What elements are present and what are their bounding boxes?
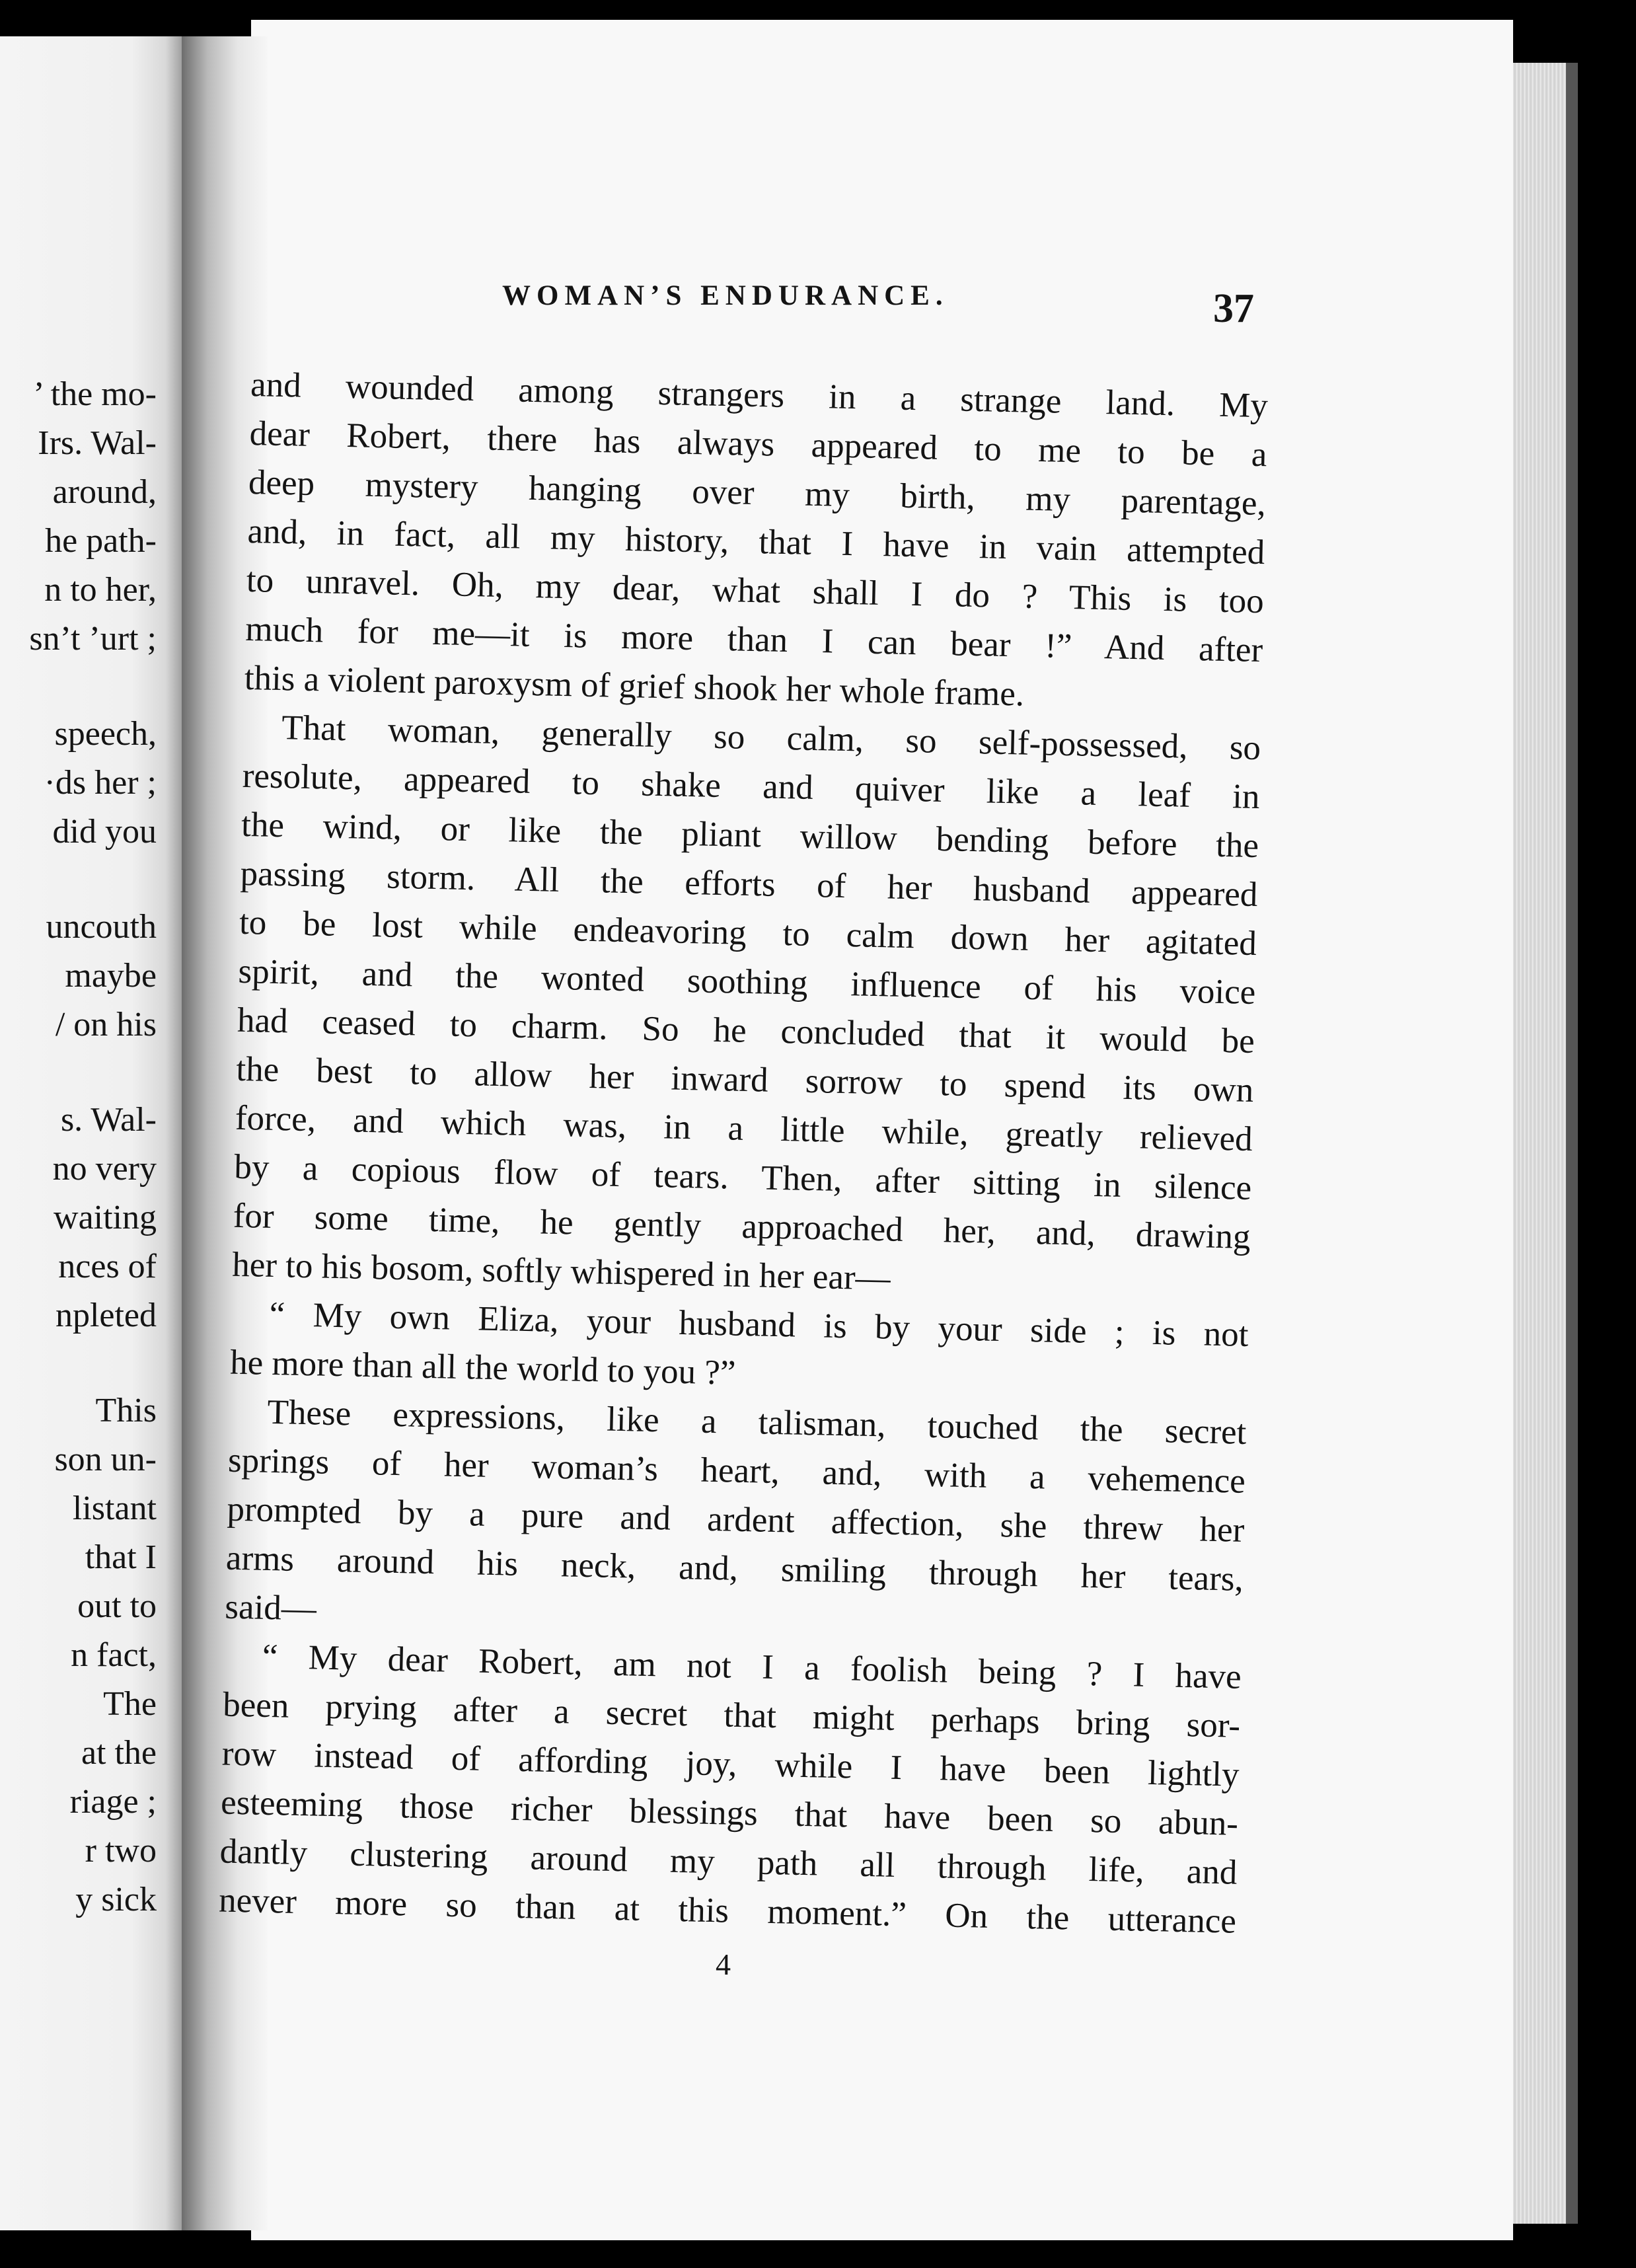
body-line: by a copious flow of tears. Then, after sitting in silence — [233, 1147, 1252, 1207]
body-line: row instead of affording joy, while I have been lightly — [221, 1734, 1240, 1794]
left-line: Irs. Wal- — [38, 424, 157, 462]
left-line: n to her, — [44, 571, 157, 609]
running-head: WOMAN’S ENDURANCE. — [502, 280, 949, 311]
left-line: waiting — [54, 1199, 157, 1236]
body-line: resolute, appeared to shake and quiver like a leaf in — [242, 756, 1261, 817]
left-line: sn’t ’urt ; — [29, 620, 157, 658]
body-line: this a violent paroxysm of grief shook her whole frame. — [244, 658, 1025, 714]
left-line: / on his — [55, 1006, 157, 1043]
left-line: out to — [77, 1587, 157, 1625]
left-line-gap — [0, 1049, 157, 1096]
body-line: much for me—it is more than I can bear !” And after — [244, 609, 1263, 670]
left-line-gap — [0, 663, 157, 710]
body-line: esteeming those richer blessings that have been so abun- — [220, 1783, 1239, 1843]
left-line: no very — [52, 1150, 157, 1188]
left-line: around, — [52, 473, 157, 511]
body-line: spirit, and the wonted soothing influence of his voice — [238, 952, 1256, 1012]
body-line: the wind, or like the pliant willow bending before the — [241, 805, 1259, 866]
left-line: he path- — [45, 522, 157, 560]
left-line: ’ the mo- — [33, 375, 157, 413]
left-line-gap — [0, 856, 157, 903]
body-line: springs of her woman’s heart, and, with a vehemence — [227, 1441, 1246, 1501]
left-line: nces of — [58, 1248, 157, 1285]
left-line: The — [103, 1685, 157, 1723]
body-line: for some time, he gently approached her, and, drawing — [233, 1196, 1251, 1256]
body-line: said— — [224, 1587, 317, 1628]
left-line: maybe — [65, 957, 157, 995]
body-line: These expressions, like a talisman, touched the secret — [267, 1392, 1247, 1452]
signature-mark: 4 — [716, 1947, 731, 1981]
body-line: That woman, generally so calm, so self-possessed, so — [281, 708, 1261, 768]
left-line: r two — [85, 1832, 157, 1870]
body-line: the best to allow her inward sorrow to spend its own — [235, 1049, 1254, 1110]
body-line: prompted by a pure and ardent affection, she threw her — [226, 1490, 1245, 1550]
body-line: dear Robert, there has always appeared to me to be a — [249, 414, 1267, 474]
body-line: “ My own Eliza, your husband is by your side ; is not — [269, 1295, 1249, 1354]
left-page — [0, 36, 188, 2230]
body-line: “ My dear Robert, am not I a foolish being ? I have — [262, 1637, 1242, 1696]
body-line: her to his bosom, softly whispered in her ear— — [231, 1245, 891, 1298]
left-line: n fact, — [71, 1636, 157, 1674]
body-line: been prying after a secret that might perhaps bring sor- — [222, 1685, 1241, 1745]
left-line: speech, — [54, 715, 157, 753]
left-line: listant — [72, 1490, 157, 1527]
body-line: he more than all the world to you ?” — [229, 1343, 736, 1392]
left-line: uncouth — [46, 908, 157, 946]
left-line: This — [95, 1392, 157, 1429]
body-line: dantly clustering around my path all through life, and — [219, 1832, 1238, 1892]
left-line-gap — [0, 1340, 157, 1386]
body-line: deep mystery hanging over my birth, my parentage, — [248, 463, 1267, 523]
left-line: riage ; — [69, 1783, 157, 1821]
body-line: and wounded among strangers in a strange land. My — [250, 365, 1269, 426]
body-line: had ceased to charm. So he concluded that it would be — [237, 1001, 1255, 1061]
body-text — [218, 360, 1268, 1946]
left-line: ·ds her ; — [44, 764, 157, 802]
body-line: to be lost while endeavoring to calm down her agitated — [239, 903, 1257, 964]
left-line: that I — [85, 1538, 157, 1576]
left-line: at the — [81, 1734, 157, 1772]
left-line: did you — [52, 813, 157, 850]
left-line: npleted — [55, 1297, 157, 1334]
left-line: son un- — [54, 1441, 157, 1478]
body-line: never more so than at this moment.” On the utterance — [218, 1881, 1237, 1941]
left-line: y sick — [75, 1881, 157, 1918]
left-line: s. Wal- — [60, 1101, 157, 1139]
page-edges — [1513, 63, 1566, 2224]
left-page-text — [0, 370, 157, 1924]
body-line: arms around his neck, and, smiling through her tears, — [225, 1538, 1244, 1599]
body-line: passing storm. All the efforts of her husband appeared — [240, 854, 1258, 915]
body-line: force, and which was, in a little while, greatly relieved — [235, 1098, 1253, 1158]
page-number: 37 — [1213, 286, 1254, 331]
body-line: and, in fact, all my history, that I have in vain attempted — [246, 511, 1265, 572]
body-line: to unravel. Oh, my dear, what shall I do ? This is too — [246, 560, 1265, 621]
page-edges-shadow — [1566, 63, 1578, 2224]
